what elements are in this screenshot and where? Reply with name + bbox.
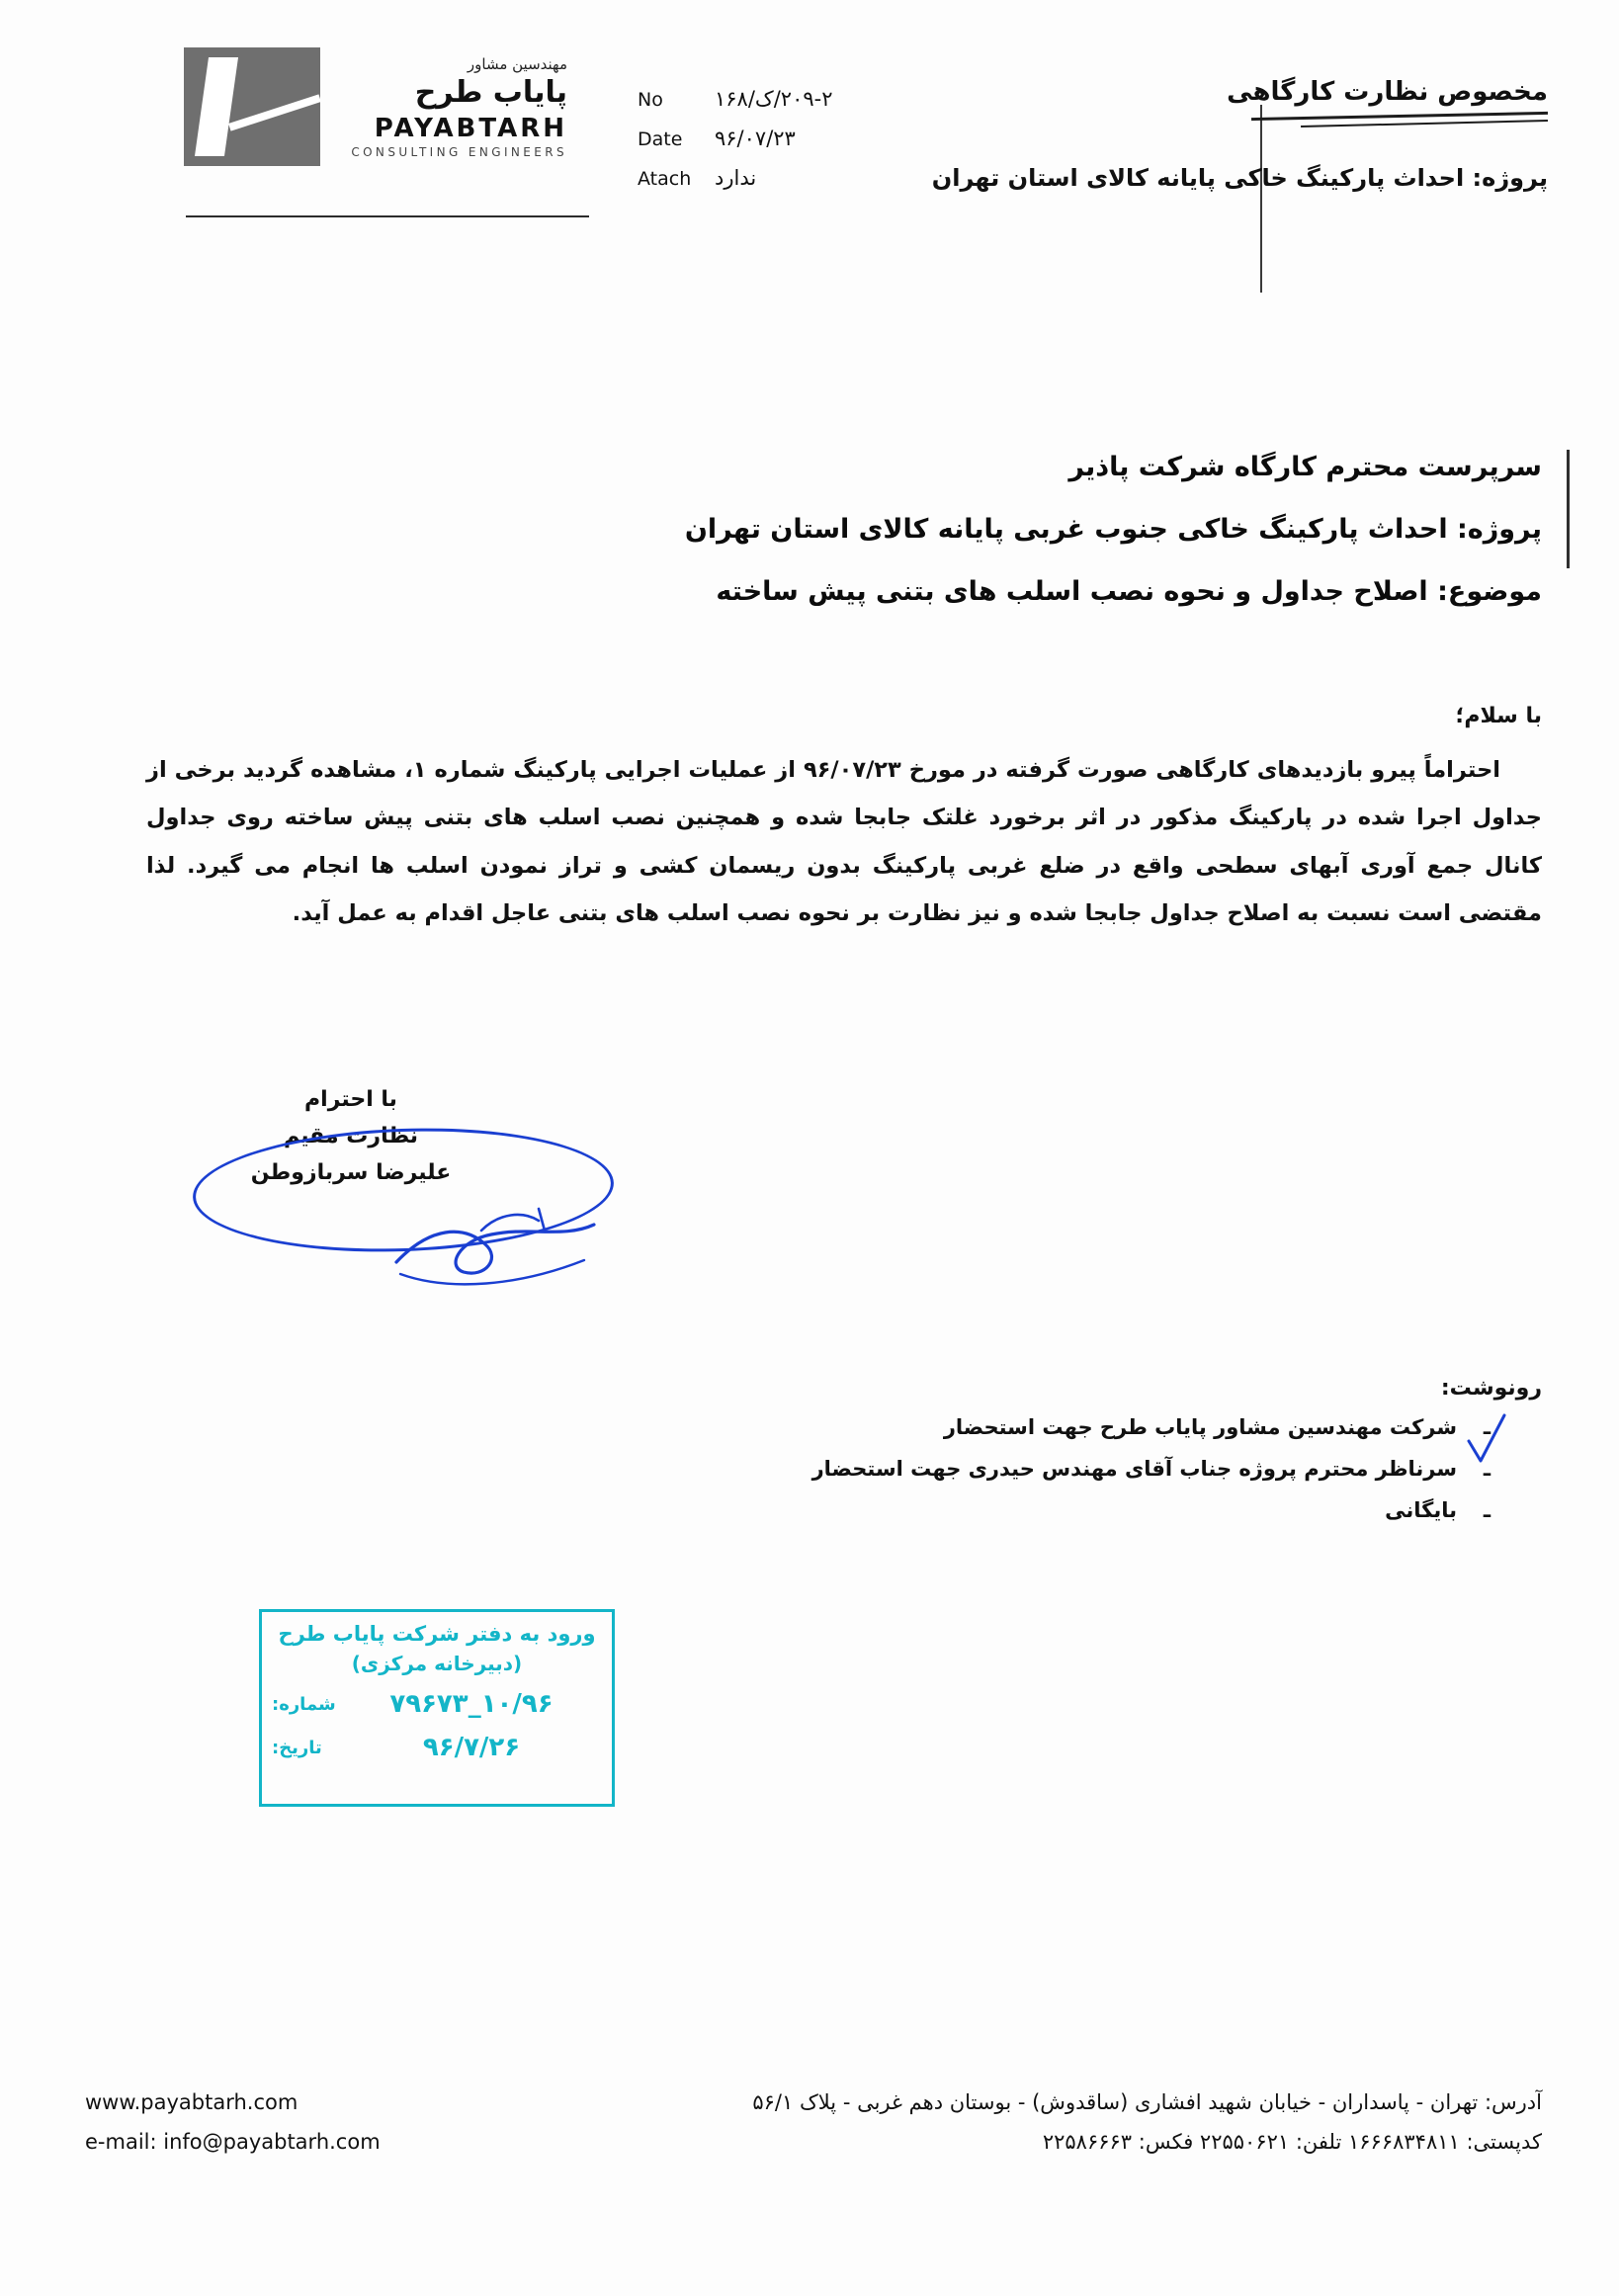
- addressee-subject: موضوع: اصلاح جداول و نحوه نصب اسلب های بتنی پیش ساخته: [716, 576, 1542, 608]
- supervision-underline-1: [1251, 112, 1548, 121]
- signature-role: نظارت مقیم: [283, 1124, 419, 1148]
- meta-row-attachment: [638, 166, 964, 190]
- cc-list-item: [812, 1457, 1491, 1481]
- footer-website[interactable]: www.payabtarh.com: [85, 2090, 298, 2114]
- footer-contact: کدپستی: ۱۶۶۶۸۳۴۸۱۱ تلفن: ۲۲۵۵۰۶۲۱ فکس: ۲۲۵۸۶۶۶۳: [1042, 2129, 1542, 2154]
- letterhead-divider: [186, 215, 589, 217]
- meta-value-no: ۲۰۹-۲/ک/۱۶۸: [715, 87, 833, 111]
- supervision-underline-2: [1301, 120, 1548, 128]
- stamp-line-1: ورود به دفتر شرکت پایاب طرح: [278, 1622, 596, 1646]
- stamp-date-value: ۹۶/۷/۲۶: [422, 1733, 521, 1762]
- addressee-project: پروژه: احداث پارکینگ خاکی جنوب غربی پایانه کالای استان تهران: [684, 514, 1542, 546]
- cc-item-label: سرناظر محترم پروژه جناب آقای مهندس حیدری جهت استحضار: [811, 1457, 1457, 1481]
- stamp-number-label: شماره:: [272, 1693, 336, 1715]
- meta-label-date: Date: [638, 128, 683, 150]
- stamp-date-row: [272, 1733, 602, 1762]
- cc-item-label: شرکت مهندسین مشاور پایاب طرح جهت استحضار: [943, 1415, 1457, 1439]
- footer-divider: [59, 2064, 1560, 2066]
- company-subtitle-en: CONSULTING ENGINEERS: [351, 144, 567, 159]
- letterhead: [184, 47, 599, 166]
- addressee-side-rule: [1567, 450, 1570, 568]
- company-subtitle-fa: مهندسین مشاور: [467, 54, 567, 73]
- footer-email[interactable]: e-mail: info@payabtarh.com: [85, 2129, 381, 2154]
- addressee-block: [685, 450, 1542, 637]
- footer-contact-web: [85, 2083, 381, 2163]
- letter-body-paragraph: احتراماً پیرو بازدیدهای کارگاهی صورت گرفته در مورخ ۹۶/۰۷/۲۳ از عملیات اجرایی پارکینگ شماره ۱، مشاهده گردید برخی از جداول اجرا شده در پارکینگ مذکور در اثر برخورد غلتک جابجا شده و همچنین نصب اسلب های بتنی پیش ساخته روی جداول کانال جمع آوری آبهای سطحی واقع در ضلع غربی پارکینگ بدون ریسمان کشی و تراز نمودن اسلب ها انجام می گیرد. لذا مقتضی است نسبت به اصلاح جداول جابجا شده و نیز نظارت بر نحوه نصب اسلب های بتنی عاجل اقدام به عمل آید.: [146, 757, 1542, 927]
- stamp-number-row: [272, 1689, 602, 1719]
- received-stamp: [259, 1609, 615, 1807]
- cc-list: [812, 1415, 1491, 1540]
- meta-row-date: [638, 127, 964, 150]
- signature-closing: با احترام: [304, 1087, 397, 1112]
- stamp-line-2: (دبیرخانه مرکزی): [351, 1652, 523, 1675]
- cc-dash: ـ: [1483, 1498, 1491, 1522]
- cc-item-label: بایگانی: [1385, 1498, 1457, 1522]
- letter-body: [146, 746, 1542, 938]
- salutation: با سلام؛: [1455, 704, 1542, 728]
- company-logo-icon: [184, 47, 320, 166]
- handwritten-check-icon: [1465, 1411, 1508, 1469]
- meta-value-date: ۹۶/۰۷/۲۳: [715, 127, 796, 150]
- header-project-note: پروژه: احداث پارکینگ خاکی پایانه کالای استان تهران: [931, 164, 1548, 192]
- addressee-recipient: سرپرست محترم کارگاه شرکت پاذیر: [1068, 452, 1542, 482]
- stamp-number-value: ۱۰/۹۶_۷۹۶۷۳: [389, 1689, 554, 1719]
- cc-title: رونوشت:: [1440, 1376, 1542, 1401]
- stamp-date-label: تاریخ:: [272, 1737, 322, 1758]
- header-right-block: [932, 77, 1548, 192]
- meta-label-no: No: [638, 89, 663, 111]
- meta-value-atach: ندارد: [715, 166, 757, 190]
- footer-address-block: [752, 2083, 1542, 2163]
- company-name-en: PAYABTARH: [374, 113, 567, 143]
- company-name-block: [320, 55, 581, 159]
- meta-label-atach: Atach: [638, 168, 692, 190]
- cc-dash: ـ: [1483, 1415, 1491, 1439]
- supervision-note: مخصوص نظارت کارگاهی: [1227, 77, 1548, 107]
- meta-row-number: [638, 87, 964, 111]
- cc-list-item: [812, 1415, 1491, 1439]
- signature-name: علیرضا سربازوطن: [250, 1160, 452, 1185]
- company-name-fa: پایاب طرح: [414, 74, 567, 110]
- cc-list-item: [812, 1498, 1491, 1522]
- footer-address: آدرس: تهران - پاسداران - خیابان شهید افشاری (ساقدوش) - بوستان دهم غربی - پلاک ۵۶/۱: [752, 2090, 1542, 2114]
- cc-dash: ـ: [1483, 1457, 1491, 1481]
- document-meta: [638, 87, 964, 206]
